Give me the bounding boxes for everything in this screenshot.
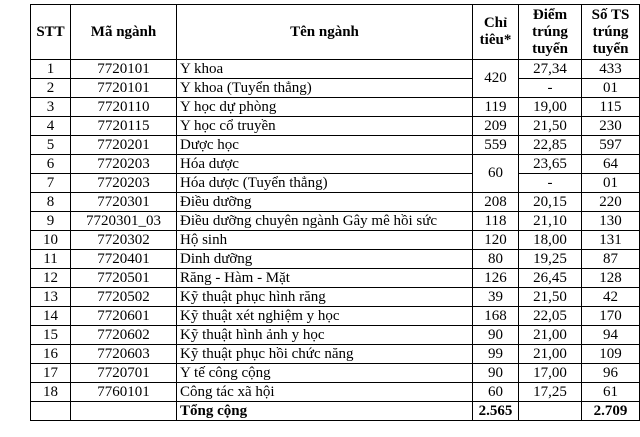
cell-empty bbox=[71, 402, 177, 421]
cell-diem: 18,00 bbox=[519, 231, 582, 250]
cell-chi-tieu: 168 bbox=[473, 307, 519, 326]
cell-ma-nganh: 7720201 bbox=[71, 136, 177, 155]
cell-chi-tieu: 99 bbox=[473, 345, 519, 364]
cell-empty bbox=[519, 402, 582, 421]
cell-stt: 18 bbox=[31, 383, 71, 402]
cell-stt: 11 bbox=[31, 250, 71, 269]
table-row bbox=[31, 364, 640, 383]
table-row bbox=[31, 212, 640, 231]
cell-ten-nganh: Điều dưỡng bbox=[177, 193, 473, 212]
cell-ma-nganh: 7760101 bbox=[71, 383, 177, 402]
cell-so-ts: 64 bbox=[582, 155, 640, 174]
cell-stt: 4 bbox=[31, 117, 71, 136]
cell-ma-nganh: 7720302 bbox=[71, 231, 177, 250]
cell-ten-nganh: Y học cổ truyền bbox=[177, 117, 473, 136]
cell-chi-tieu: 90 bbox=[473, 326, 519, 345]
cell-diem: 22,85 bbox=[519, 136, 582, 155]
header-stt: STT bbox=[31, 5, 71, 60]
cell-ma-nganh: 7720501 bbox=[71, 269, 177, 288]
cell-so-ts: 130 bbox=[582, 212, 640, 231]
cell-so-ts: 01 bbox=[582, 174, 640, 193]
admission-scores-table bbox=[30, 4, 640, 421]
cell-so-ts: 96 bbox=[582, 364, 640, 383]
table-row bbox=[31, 383, 640, 402]
cell-chi-tieu: 559 bbox=[473, 136, 519, 155]
cell-so-ts: 109 bbox=[582, 345, 640, 364]
cell-diem: 19,25 bbox=[519, 250, 582, 269]
cell-ten-nganh: Hộ sinh bbox=[177, 231, 473, 250]
table-row bbox=[31, 136, 640, 155]
cell-stt: 7 bbox=[31, 174, 71, 193]
table-row bbox=[31, 345, 640, 364]
cell-ten-nganh: Dược học bbox=[177, 136, 473, 155]
cell-diem: 21,00 bbox=[519, 345, 582, 364]
cell-diem: 26,45 bbox=[519, 269, 582, 288]
cell-so-ts: 61 bbox=[582, 383, 640, 402]
total-chi-tieu: 2.565 bbox=[473, 402, 519, 421]
cell-stt: 16 bbox=[31, 345, 71, 364]
cell-ma-nganh: 7720401 bbox=[71, 250, 177, 269]
cell-ma-nganh: 7720301 bbox=[71, 193, 177, 212]
table-row bbox=[31, 155, 640, 174]
table-row bbox=[31, 269, 640, 288]
cell-ma-nganh: 7720203 bbox=[71, 174, 177, 193]
cell-chi-tieu: 90 bbox=[473, 364, 519, 383]
table-row bbox=[31, 60, 640, 79]
cell-ten-nganh: Y học dự phòng bbox=[177, 98, 473, 117]
cell-so-ts: 115 bbox=[582, 98, 640, 117]
cell-diem: - bbox=[519, 174, 582, 193]
total-row bbox=[31, 402, 640, 421]
cell-chi-tieu: 118 bbox=[473, 212, 519, 231]
cell-ten-nganh: Công tác xã hội bbox=[177, 383, 473, 402]
cell-chi-tieu: 60 bbox=[473, 383, 519, 402]
header-diem-trung-tuyen: Điểm trúng tuyển bbox=[519, 5, 582, 60]
header-row bbox=[31, 5, 640, 60]
cell-ten-nganh: Kỹ thuật phục hình răng bbox=[177, 288, 473, 307]
cell-chi-tieu: 120 bbox=[473, 231, 519, 250]
header-ten-nganh: Tên ngành bbox=[177, 5, 473, 60]
cell-chi-tieu: 80 bbox=[473, 250, 519, 269]
table-row bbox=[31, 250, 640, 269]
cell-chi-tieu: 209 bbox=[473, 117, 519, 136]
cell-so-ts: 01 bbox=[582, 79, 640, 98]
cell-chi-tieu: 420 bbox=[473, 60, 519, 98]
cell-ma-nganh: 7720701 bbox=[71, 364, 177, 383]
cell-ma-nganh: 7720301_03 bbox=[71, 212, 177, 231]
header-chi-tieu: Chỉ tiêu* bbox=[473, 5, 519, 60]
cell-so-ts: 220 bbox=[582, 193, 640, 212]
cell-stt: 17 bbox=[31, 364, 71, 383]
cell-ten-nganh: Y khoa (Tuyển thẳng) bbox=[177, 79, 473, 98]
cell-chi-tieu: 119 bbox=[473, 98, 519, 117]
cell-stt: 9 bbox=[31, 212, 71, 231]
cell-stt: 12 bbox=[31, 269, 71, 288]
cell-ma-nganh: 7720101 bbox=[71, 60, 177, 79]
table-row bbox=[31, 231, 640, 250]
cell-ma-nganh: 7720101 bbox=[71, 79, 177, 98]
cell-ten-nganh: Kỹ thuật xét nghiệm y học bbox=[177, 307, 473, 326]
cell-diem: 17,25 bbox=[519, 383, 582, 402]
cell-diem: 21,10 bbox=[519, 212, 582, 231]
cell-ma-nganh: 7720115 bbox=[71, 117, 177, 136]
cell-stt: 8 bbox=[31, 193, 71, 212]
cell-ma-nganh: 7720203 bbox=[71, 155, 177, 174]
cell-stt: 10 bbox=[31, 231, 71, 250]
cell-stt: 2 bbox=[31, 79, 71, 98]
cell-ten-nganh: Dinh dưỡng bbox=[177, 250, 473, 269]
cell-ten-nganh: Kỹ thuật hình ảnh y học bbox=[177, 326, 473, 345]
cell-ten-nganh: Điều dưỡng chuyên ngành Gây mê hồi sức bbox=[177, 212, 473, 231]
header-ma-nganh: Mã ngành bbox=[71, 5, 177, 60]
cell-so-ts: 597 bbox=[582, 136, 640, 155]
table-row bbox=[31, 193, 640, 212]
table-row bbox=[31, 307, 640, 326]
total-so-ts: 2.709 bbox=[582, 402, 640, 421]
table-row bbox=[31, 117, 640, 136]
cell-ma-nganh: 7720602 bbox=[71, 326, 177, 345]
cell-so-ts: 94 bbox=[582, 326, 640, 345]
header-so-ts-trung-tuyen: Số TS trúng tuyển bbox=[582, 5, 640, 60]
cell-ma-nganh: 7720110 bbox=[71, 98, 177, 117]
cell-so-ts: 87 bbox=[582, 250, 640, 269]
cell-stt: 6 bbox=[31, 155, 71, 174]
cell-ten-nganh: Kỹ thuật phục hồi chức năng bbox=[177, 345, 473, 364]
cell-diem: 21,50 bbox=[519, 288, 582, 307]
cell-chi-tieu: 208 bbox=[473, 193, 519, 212]
table-row bbox=[31, 288, 640, 307]
cell-ten-nganh: Y khoa bbox=[177, 60, 473, 79]
cell-chi-tieu: 126 bbox=[473, 269, 519, 288]
cell-so-ts: 42 bbox=[582, 288, 640, 307]
cell-so-ts: 128 bbox=[582, 269, 640, 288]
cell-ma-nganh: 7720603 bbox=[71, 345, 177, 364]
table-row bbox=[31, 174, 640, 193]
cell-stt: 13 bbox=[31, 288, 71, 307]
cell-ten-nganh: Hóa dược bbox=[177, 155, 473, 174]
cell-chi-tieu: 60 bbox=[473, 155, 519, 193]
cell-diem: 17,00 bbox=[519, 364, 582, 383]
cell-ten-nganh: Y tế công cộng bbox=[177, 364, 473, 383]
cell-diem: 20,15 bbox=[519, 193, 582, 212]
table-row bbox=[31, 98, 640, 117]
cell-ma-nganh: 7720601 bbox=[71, 307, 177, 326]
cell-diem: - bbox=[519, 79, 582, 98]
total-label: Tổng cộng bbox=[177, 402, 473, 421]
cell-stt: 5 bbox=[31, 136, 71, 155]
table-row bbox=[31, 326, 640, 345]
cell-chi-tieu: 39 bbox=[473, 288, 519, 307]
cell-diem: 23,65 bbox=[519, 155, 582, 174]
cell-empty bbox=[31, 402, 71, 421]
cell-diem: 21,50 bbox=[519, 117, 582, 136]
cell-stt: 14 bbox=[31, 307, 71, 326]
cell-so-ts: 131 bbox=[582, 231, 640, 250]
cell-so-ts: 433 bbox=[582, 60, 640, 79]
cell-diem: 19,00 bbox=[519, 98, 582, 117]
cell-stt: 1 bbox=[31, 60, 71, 79]
cell-ten-nganh: Răng - Hàm - Mặt bbox=[177, 269, 473, 288]
cell-so-ts: 170 bbox=[582, 307, 640, 326]
cell-ten-nganh: Hóa dược (Tuyển thẳng) bbox=[177, 174, 473, 193]
table-row bbox=[31, 79, 640, 98]
cell-so-ts: 230 bbox=[582, 117, 640, 136]
cell-diem: 27,34 bbox=[519, 60, 582, 79]
cell-stt: 15 bbox=[31, 326, 71, 345]
cell-diem: 21,00 bbox=[519, 326, 582, 345]
cell-ma-nganh: 7720502 bbox=[71, 288, 177, 307]
cell-stt: 3 bbox=[31, 98, 71, 117]
cell-diem: 22,05 bbox=[519, 307, 582, 326]
